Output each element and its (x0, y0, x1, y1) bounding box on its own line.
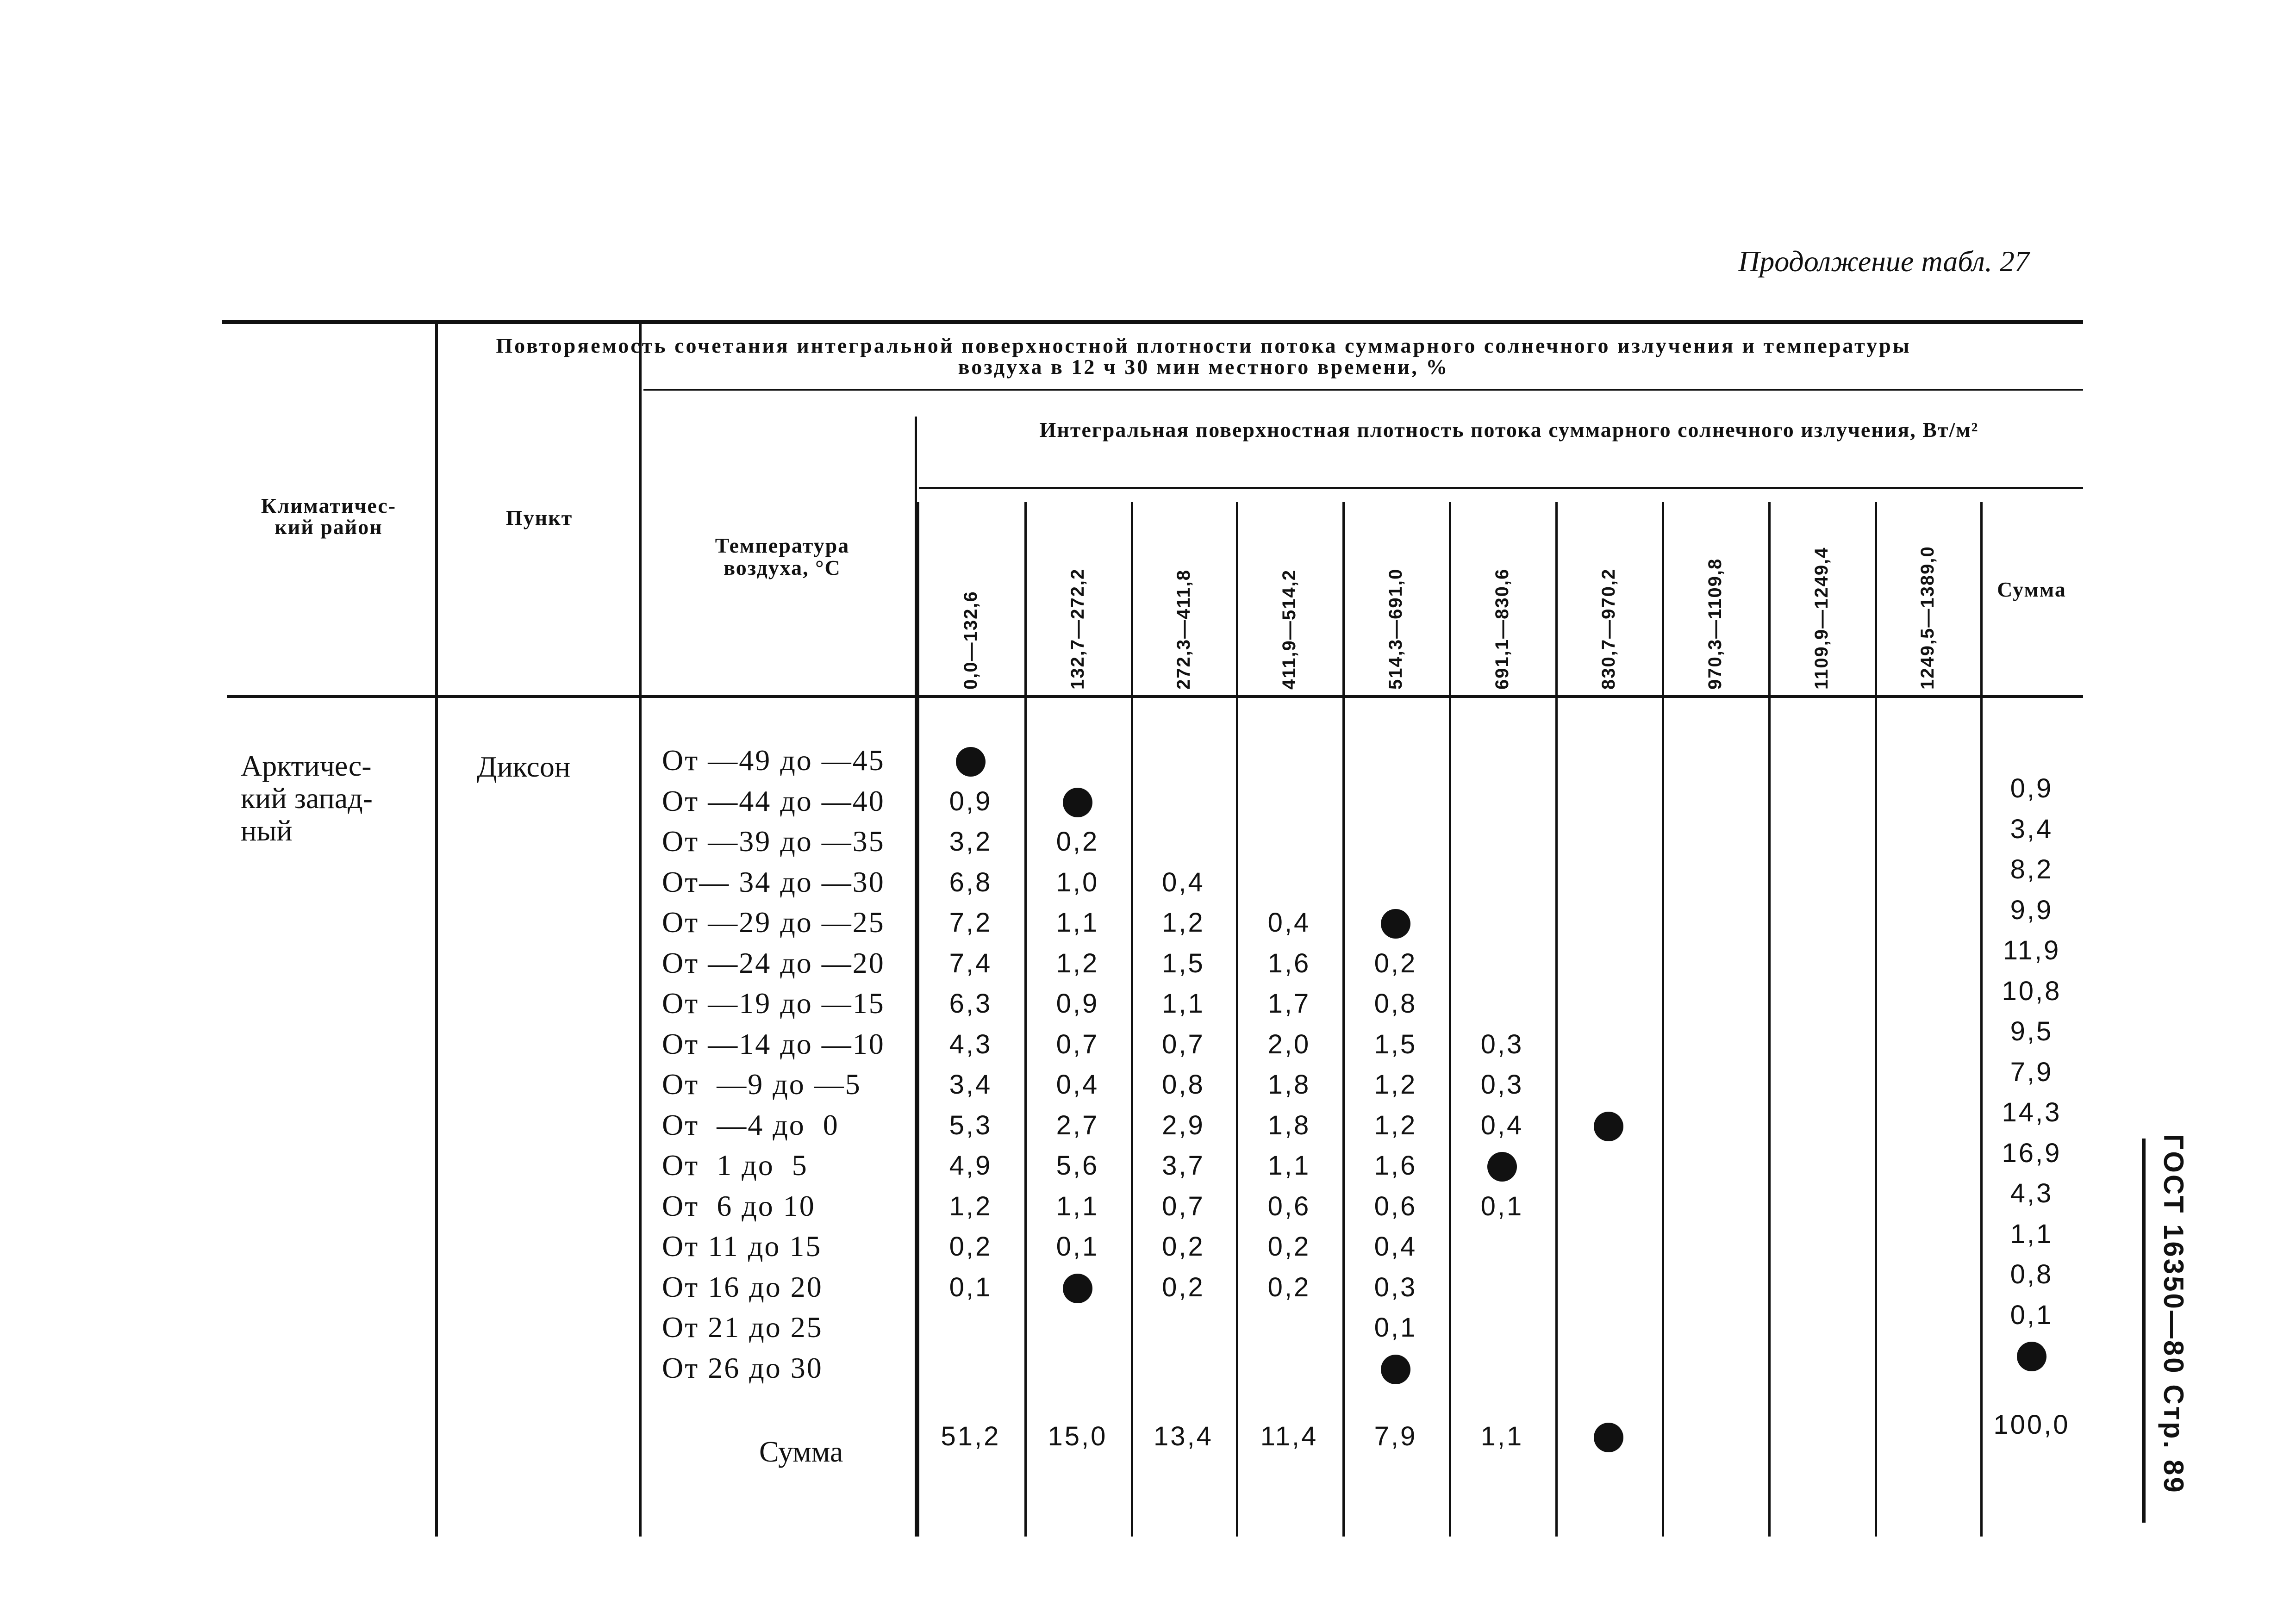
trace-dot (1594, 1112, 1623, 1141)
row-sum-cell: 3,4 (2010, 814, 2053, 844)
continuation-caption: Продолжение табл. 27 (1738, 245, 2029, 278)
table-cell: 2,7 (1056, 1110, 1099, 1140)
col-region-header: Климатичес- кий район (261, 494, 397, 539)
temperature-range: От— 34 до —30 (662, 865, 885, 898)
range-header: 691,1—830,6 (1492, 568, 1512, 690)
table-cell: 0,9 (1056, 989, 1099, 1019)
table-cell: 1,6 (1374, 1151, 1417, 1181)
table-cell: 0,2 (1056, 827, 1099, 857)
range-header: 1249,5—1389,0 (1917, 546, 1938, 690)
temperature-range: От —49 до —45 (662, 744, 885, 777)
table-cell: 1,5 (1162, 948, 1205, 978)
temperature-range: От —9 до —5 (662, 1068, 861, 1101)
table-cell: 0,8 (1162, 1070, 1205, 1100)
table-cell: 2,0 (1267, 1029, 1311, 1059)
table-cell: 1,2 (1374, 1070, 1417, 1100)
table-cell: 6,3 (949, 989, 992, 1019)
trace-dot (1487, 1152, 1517, 1182)
sum-cell: 11,4 (1260, 1421, 1318, 1451)
table-cell: 1,7 (1267, 989, 1311, 1019)
range-header: 411,9—514,2 (1279, 569, 1299, 690)
table-cell: 3,2 (949, 827, 992, 857)
col-divider-range-8 (1662, 502, 1664, 1537)
row-sum-cell: 10,8 (2002, 976, 2062, 1006)
col-divider-range-6 (1449, 502, 1451, 1537)
row-sum-cell: 11,9 (2003, 935, 2061, 965)
col-divider-range-2 (1024, 502, 1027, 1537)
col-point-header: Пункт (505, 506, 573, 529)
trace-dot (2017, 1342, 2046, 1371)
sum-cell: 7,9 (1374, 1421, 1417, 1451)
table-cell: 1,1 (1056, 1191, 1099, 1221)
temperature-range: От —14 до —10 (662, 1027, 885, 1060)
table-cell: 1,2 (1056, 948, 1099, 978)
table-cell: 0,6 (1267, 1191, 1311, 1221)
table-cell: 0,7 (1162, 1029, 1205, 1059)
range-header: 1109,9—1249,4 (1811, 547, 1832, 690)
col-divider-point (639, 324, 642, 1537)
table-cell: 0,2 (1374, 948, 1417, 978)
table-cell: 7,2 (949, 908, 992, 938)
range-header: 272,3—411,8 (1173, 569, 1194, 690)
table-cell: 0,1 (1480, 1191, 1524, 1221)
table-cell: 0,2 (1162, 1272, 1205, 1302)
row-sum-cell: 1,1 (2010, 1219, 2053, 1249)
trace-dot (1381, 1355, 1410, 1384)
table-cell: 0,9 (949, 786, 992, 816)
row-sum-cell: 16,9 (2002, 1138, 2062, 1168)
table-cell: 0,7 (1056, 1029, 1099, 1059)
temperature-range: От 16 до 20 (662, 1270, 823, 1303)
table-cell: 0,1 (1374, 1313, 1417, 1343)
temperature-range: От —4 до 0 (662, 1108, 839, 1141)
range-header: 132,7—272,2 (1067, 568, 1088, 690)
density-title: Интегральная поверхностная плотность потока суммарного солнечного излучения, Вт/м² (1039, 418, 1979, 442)
col-divider-range-3 (1131, 502, 1133, 1537)
row-sum-cell: 4,3 (2010, 1178, 2053, 1208)
table-cell: 1,2 (1374, 1110, 1417, 1140)
sum-cell: 1,1 (1480, 1421, 1524, 1451)
table-cell: 1,0 (1056, 867, 1099, 897)
table-cell: 1,2 (949, 1191, 992, 1221)
sum-cell: 51,2 (941, 1421, 1001, 1451)
col-divider-range-7 (1555, 502, 1558, 1537)
table-cell: 0,3 (1480, 1070, 1524, 1100)
table-cell: 6,8 (949, 867, 992, 897)
col-temperature-header: Температура воздуха, °С (715, 534, 850, 579)
range-header: 830,7—970,2 (1598, 568, 1619, 690)
row-sum-cell: 8,2 (2010, 854, 2053, 884)
temperature-range: От —19 до —15 (662, 987, 885, 1020)
table-cell: 4,3 (949, 1029, 992, 1059)
table-top-rule (222, 320, 2083, 324)
table-cell: 3,7 (1162, 1151, 1205, 1181)
row-sum-cell: 7,9 (2010, 1057, 2053, 1087)
row-sum-cell: 9,9 (2010, 895, 2053, 925)
row-sum-cell: 0,1 (2010, 1300, 2053, 1330)
table-cell: 1,8 (1267, 1110, 1311, 1140)
side-rule (2142, 1139, 2146, 1523)
table-cell: 0,4 (1480, 1110, 1524, 1140)
temperature-range: От 6 до 10 (662, 1189, 816, 1222)
table-cell: 0,1 (1056, 1232, 1099, 1262)
table-cell: 0,4 (1162, 867, 1205, 897)
table-cell: 0,2 (1267, 1232, 1311, 1262)
table-cell: 1,2 (1162, 908, 1205, 938)
col-divider-range-10 (1875, 502, 1877, 1537)
range-header: 0,0—132,6 (961, 591, 981, 690)
table-cell: 0,6 (1374, 1191, 1417, 1221)
table-cell: 0,2 (1267, 1272, 1311, 1302)
temperature-range: От —44 до —40 (662, 784, 885, 817)
table-cell: 5,3 (949, 1110, 992, 1140)
table-cell: 0,4 (1374, 1232, 1417, 1262)
table-cell: 1,6 (1267, 948, 1311, 978)
col-divider-range-9 (1768, 502, 1771, 1537)
trace-dot (1063, 788, 1092, 817)
range-header: 970,3—1109,8 (1705, 558, 1725, 690)
sum-header: Сумма (1997, 578, 2066, 601)
table-cell: 0,4 (1056, 1070, 1099, 1100)
row-sum-cell: 0,9 (2010, 773, 2053, 803)
trace-dot (1381, 909, 1410, 939)
trace-dot (956, 747, 986, 777)
table-cell: 5,6 (1056, 1151, 1099, 1181)
table-cell: 4,9 (949, 1151, 992, 1181)
table-cell: 1,1 (1162, 989, 1205, 1019)
header-bottom-rule (227, 695, 2083, 698)
row-sum-cell: 14,3 (2002, 1097, 2062, 1127)
trace-dot (1063, 1274, 1092, 1303)
temperature-range: От —24 до —20 (662, 946, 885, 979)
table-cell: 0,8 (1374, 989, 1417, 1019)
table-cell: 0,4 (1267, 908, 1311, 938)
table-cell: 0,7 (1162, 1191, 1205, 1221)
col-divider-range-5 (1342, 502, 1345, 1537)
header-rule-2 (919, 487, 2083, 489)
temperature-range: От —29 до —25 (662, 906, 885, 939)
grand-total-cell: 100,0 (1993, 1410, 2070, 1440)
region-name: Арктичес- кий запад- ный (241, 749, 373, 847)
point-name: Диксон (477, 750, 571, 783)
table-cell: 2,9 (1162, 1110, 1205, 1140)
sum-cell: 13,4 (1154, 1421, 1213, 1451)
standard-page-label: ГОСТ 16350—80 Стр. 89 (2158, 1134, 2189, 1494)
trace-dot (1594, 1423, 1623, 1452)
table-cell: 0,1 (949, 1272, 992, 1302)
table-cell: 1,1 (1267, 1151, 1311, 1181)
table-cell: 1,8 (1267, 1070, 1311, 1100)
col-divider-region (435, 324, 438, 1537)
sum-row-label: Сумма (759, 1435, 843, 1468)
table-cell: 1,5 (1374, 1029, 1417, 1059)
table-cell: 0,3 (1480, 1029, 1524, 1059)
temperature-range: От 1 до 5 (662, 1149, 808, 1182)
sum-cell: 15,0 (1048, 1421, 1108, 1451)
repeatability-title: Повторяемость сочетания интегральной поверхностной плотности потока суммарного солнечного излучения и температуры воздуха в 12 ч 30 мин местного времени, % (496, 334, 1919, 379)
col-divider-range-4 (1236, 502, 1238, 1537)
row-sum-cell: 0,8 (2010, 1259, 2053, 1289)
table-cell: 3,4 (949, 1070, 992, 1100)
range-header: 514,3—691,0 (1385, 568, 1406, 690)
temperature-range: От —39 до —35 (662, 825, 885, 858)
table-cell: 1,1 (1056, 908, 1099, 938)
table-cell: 0,2 (949, 1232, 992, 1262)
temperature-range: От 11 до 15 (662, 1230, 822, 1263)
table-cell: 7,4 (949, 948, 992, 978)
table-cell: 0,3 (1374, 1272, 1417, 1302)
row-sum-cell: 9,5 (2010, 1016, 2053, 1046)
table-cell: 0,2 (1162, 1232, 1205, 1262)
temperature-range: От 21 до 25 (662, 1311, 823, 1344)
col-divider-range-1 (917, 502, 919, 1537)
temperature-range: От 26 до 30 (662, 1351, 823, 1384)
